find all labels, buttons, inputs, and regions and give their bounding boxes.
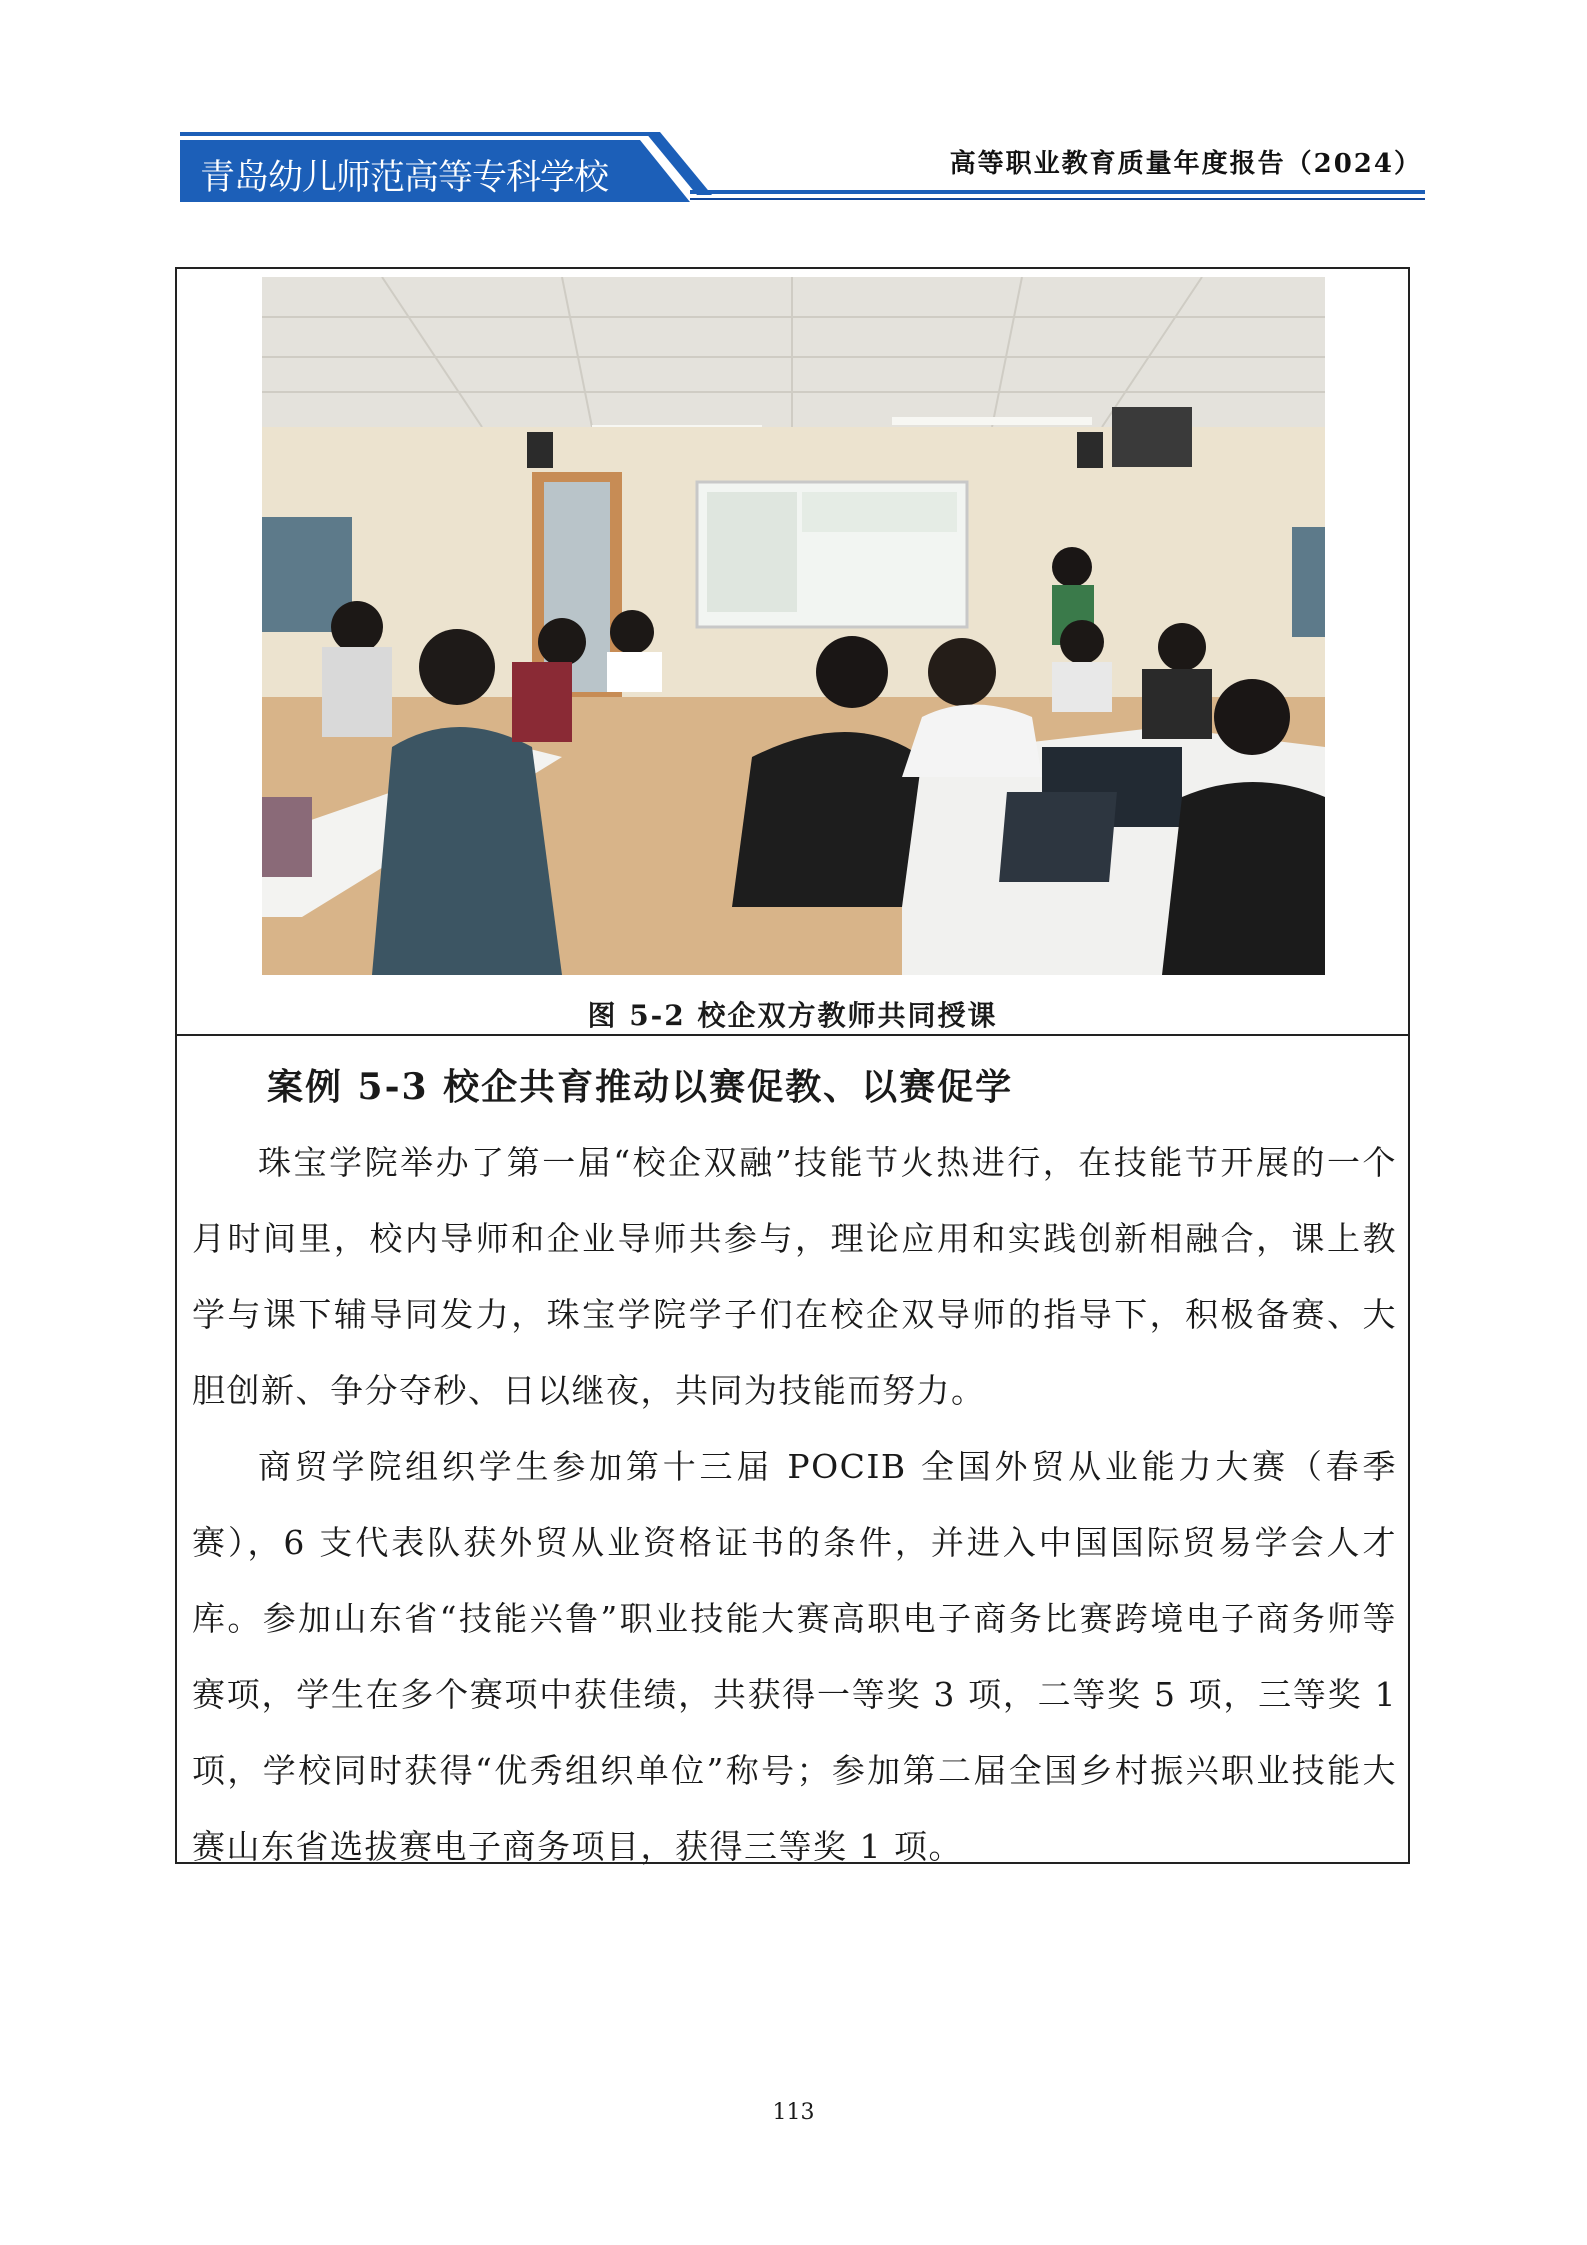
page-number: 113 (772, 2100, 815, 2125)
case-paragraph: 珠宝学院举办了第一届“校企双融”技能节火热进行，在技能节开展的一个月时间里，校内导师和企业导师共参与，理论应用和实践创新相融合，课上教学与课下辅导同发力，珠宝学院学子们在校企双导师的指导下，积极备赛、大胆创新、争分夺秒、日以继夜，共同为技能而努力。 (192, 1143, 1397, 1410)
case-title: 案例 5-3 校企共育推动以赛促教、以赛促学 (267, 1066, 1014, 1108)
report-title: 高等职业教育质量年度报告（2024） (949, 149, 1422, 179)
page-header (0, 0, 1587, 210)
school-name: 青岛幼儿师范高等专科学校 (200, 158, 609, 198)
case-paragraph: 商贸学院组织学生参加第十三届 POCIB 全国外贸从业能力大赛（春季赛），6 支代表队获外贸从业资格证书的条件，并进入中国国际贸易学会人才库。参加山东省“技能兴鲁”职业技能大赛高职电子商务比赛跨境电子商务师等赛项，学生在多个赛项中获佳绩，共获得一等奖 3 项，二等奖 5 项，三等奖 1 项，学校同时获得“优秀组织单位”称号；参加第二届全国乡村振兴职业技能大赛山东省选拔赛电子商务项目，获得三等奖 1 项。 (192, 1447, 1397, 1866)
box-divider (177, 1034, 1408, 1036)
case-box (175, 267, 1410, 1864)
figure-caption: 图 5-2 校企双方教师共同授课 (587, 999, 998, 1032)
classroom-photo (262, 277, 1325, 975)
classroom-photo-illustration (262, 277, 1325, 975)
